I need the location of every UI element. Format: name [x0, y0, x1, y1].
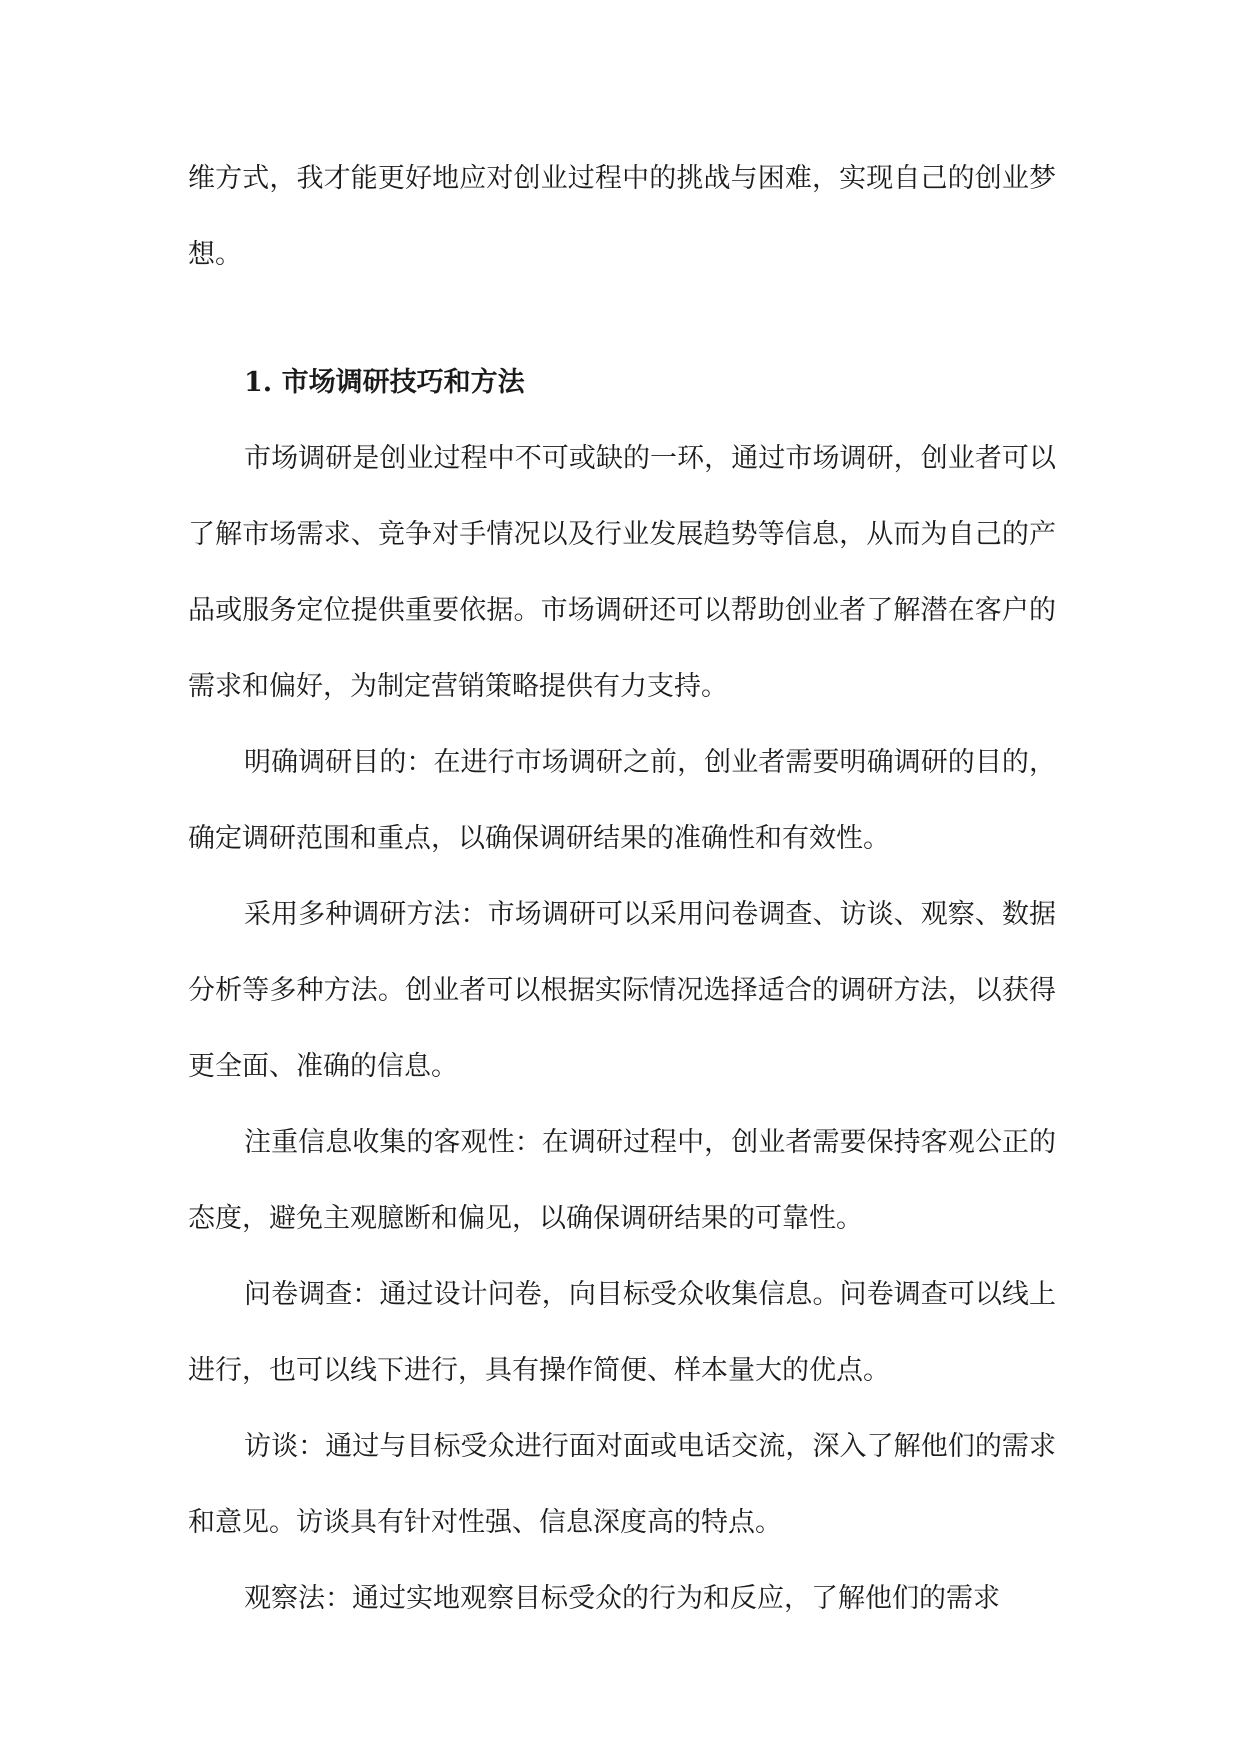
paragraph-multiple-methods: 采用多种调研方法：市场调研可以采用问卷调查、访谈、观察、数据分析等多种方法。创业者可以根据实际情况选择适合的调研方法，以获得更全面、准确的信息。 [188, 899, 1056, 1082]
paragraph-market-research-overview: 市场调研是创业过程中不可或缺的一环，通过市场调研，创业者可以了解市场需求、竞争对手情况以及行业发展趋势等信息，从而为自己的产品或服务定位提供重要依据。市场调研还可以帮助创业者了解潜在客户的需求和偏好，为制定营销策略提供有力支持。 [188, 443, 1056, 702]
section-heading: 1. 市场调研技巧和方法 [244, 367, 525, 398]
paragraph-interview: 访谈：通过与目标受众进行面对面或电话交流，深入了解他们的需求和意见。访谈具有针对性强、信息深度高的特点。 [188, 1431, 1056, 1538]
paragraph-observation: 观察法：通过实地观察目标受众的行为和反应，了解他们的需求 [244, 1583, 1000, 1614]
document-body [188, 141, 1056, 1637]
paragraph-questionnaire: 问卷调查：通过设计问卷，向目标受众收集信息。问卷调查可以线上进行，也可以线下进行，具有操作简便、样本量大的优点。 [188, 1279, 1056, 1386]
intro-continuation-paragraph: 维方式，我才能更好地应对创业过程中的挑战与困难，实现自己的创业梦想。 [188, 163, 1056, 270]
paragraph-define-purpose: 明确调研目的：在进行市场调研之前，创业者需要明确调研的目的，确定调研范围和重点，以确保调研结果的准确性和有效性。 [188, 747, 1056, 854]
paragraph-objectivity: 注重信息收集的客观性：在调研过程中，创业者需要保持客观公正的态度，避免主观臆断和偏见，以确保调研结果的可靠性。 [188, 1127, 1056, 1234]
